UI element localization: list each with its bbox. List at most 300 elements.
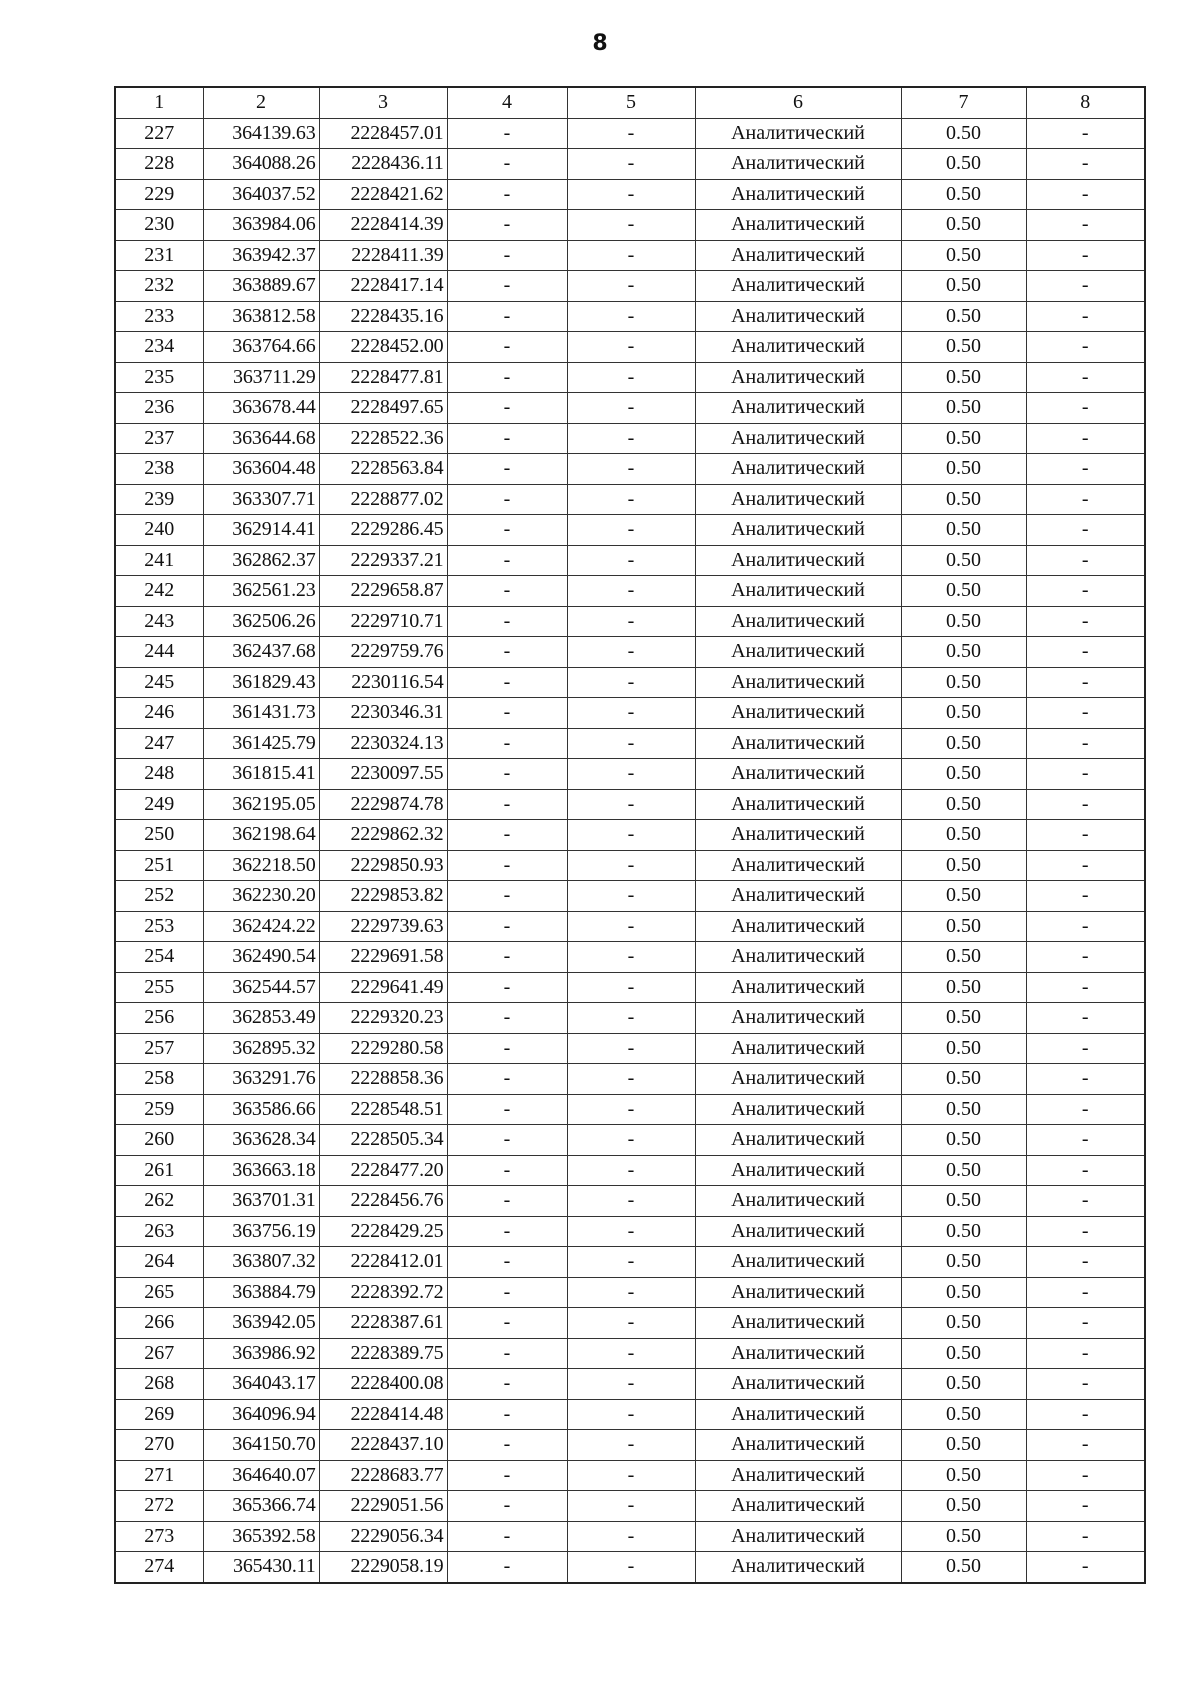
- table-row: [115, 1430, 1145, 1461]
- coordinate-y-cell: 2228457.01: [319, 118, 447, 149]
- coordinate-y-cell: 2228412.01: [319, 1247, 447, 1278]
- column-4-value-cell: -: [447, 179, 567, 210]
- coordinate-y-cell: 2228392.72: [319, 1277, 447, 1308]
- column-8-value-cell: -: [1026, 240, 1145, 271]
- column-5-value-cell: -: [567, 850, 695, 881]
- coordinate-x-cell: 363663.18: [203, 1155, 319, 1186]
- column-4-value-cell: -: [447, 1064, 567, 1095]
- column-8-value-cell: -: [1026, 637, 1145, 668]
- point-number-cell: 252: [115, 881, 203, 912]
- table-row: [115, 149, 1145, 180]
- header-row: [115, 87, 1145, 118]
- column-5-value-cell: -: [567, 423, 695, 454]
- coordinate-y-cell: 2228505.34: [319, 1125, 447, 1156]
- method-cell: Аналитический: [695, 118, 901, 149]
- column-8-value-cell: -: [1026, 1491, 1145, 1522]
- column-header: 5: [567, 87, 695, 118]
- column-8-value-cell: -: [1026, 576, 1145, 607]
- column-4-value-cell: -: [447, 881, 567, 912]
- coordinate-y-cell: 2229286.45: [319, 515, 447, 546]
- coordinate-x-cell: 362544.57: [203, 972, 319, 1003]
- column-5-value-cell: -: [567, 332, 695, 363]
- column-8-value-cell: -: [1026, 1186, 1145, 1217]
- accuracy-cell: 0.50: [901, 1460, 1026, 1491]
- column-8-value-cell: -: [1026, 1003, 1145, 1034]
- column-8-value-cell: -: [1026, 393, 1145, 424]
- column-4-value-cell: -: [447, 1155, 567, 1186]
- coordinate-x-cell: 362561.23: [203, 576, 319, 607]
- method-cell: Аналитический: [695, 820, 901, 851]
- table-row: [115, 179, 1145, 210]
- column-5-value-cell: -: [567, 1277, 695, 1308]
- column-8-value-cell: -: [1026, 1308, 1145, 1339]
- table-row: [115, 1521, 1145, 1552]
- column-5-value-cell: -: [567, 1094, 695, 1125]
- table-row: [115, 789, 1145, 820]
- accuracy-cell: 0.50: [901, 606, 1026, 637]
- point-number-cell: 258: [115, 1064, 203, 1095]
- method-cell: Аналитический: [695, 393, 901, 424]
- column-8-value-cell: -: [1026, 1399, 1145, 1430]
- coordinate-y-cell: 2229850.93: [319, 850, 447, 881]
- table-row: [115, 637, 1145, 668]
- coordinate-x-cell: 364150.70: [203, 1430, 319, 1461]
- point-number-cell: 235: [115, 362, 203, 393]
- table-row: [115, 1460, 1145, 1491]
- column-5-value-cell: -: [567, 728, 695, 759]
- table-row: [115, 423, 1145, 454]
- column-4-value-cell: -: [447, 271, 567, 302]
- method-cell: Аналитический: [695, 271, 901, 302]
- column-4-value-cell: -: [447, 1277, 567, 1308]
- column-8-value-cell: -: [1026, 1521, 1145, 1552]
- column-4-value-cell: -: [447, 393, 567, 424]
- coordinate-y-cell: 2228522.36: [319, 423, 447, 454]
- column-4-value-cell: -: [447, 1460, 567, 1491]
- column-5-value-cell: -: [567, 1064, 695, 1095]
- accuracy-cell: 0.50: [901, 301, 1026, 332]
- coordinate-x-cell: 363756.19: [203, 1216, 319, 1247]
- accuracy-cell: 0.50: [901, 454, 1026, 485]
- accuracy-cell: 0.50: [901, 1399, 1026, 1430]
- point-number-cell: 230: [115, 210, 203, 241]
- column-8-value-cell: -: [1026, 1155, 1145, 1186]
- column-header: 7: [901, 87, 1026, 118]
- coordinate-y-cell: 2229710.71: [319, 606, 447, 637]
- table-row: [115, 667, 1145, 698]
- column-header: 2: [203, 87, 319, 118]
- point-number-cell: 231: [115, 240, 203, 271]
- coordinate-y-cell: 2229051.56: [319, 1491, 447, 1522]
- method-cell: Аналитический: [695, 332, 901, 363]
- coordinate-y-cell: 2230346.31: [319, 698, 447, 729]
- column-4-value-cell: -: [447, 1003, 567, 1034]
- column-8-value-cell: -: [1026, 881, 1145, 912]
- accuracy-cell: 0.50: [901, 942, 1026, 973]
- coordinate-x-cell: 363764.66: [203, 332, 319, 363]
- table-row: [115, 1216, 1145, 1247]
- column-5-value-cell: -: [567, 179, 695, 210]
- point-number-cell: 244: [115, 637, 203, 668]
- column-header: 1: [115, 87, 203, 118]
- coordinate-x-cell: 362437.68: [203, 637, 319, 668]
- point-number-cell: 233: [115, 301, 203, 332]
- point-number-cell: 261: [115, 1155, 203, 1186]
- coordinate-x-cell: 363812.58: [203, 301, 319, 332]
- accuracy-cell: 0.50: [901, 515, 1026, 546]
- coordinate-x-cell: 363628.34: [203, 1125, 319, 1156]
- coordinate-x-cell: 362853.49: [203, 1003, 319, 1034]
- coordinate-x-cell: 363701.31: [203, 1186, 319, 1217]
- point-number-cell: 228: [115, 149, 203, 180]
- column-5-value-cell: -: [567, 606, 695, 637]
- point-number-cell: 262: [115, 1186, 203, 1217]
- method-cell: Аналитический: [695, 1369, 901, 1400]
- accuracy-cell: 0.50: [901, 698, 1026, 729]
- coordinate-x-cell: 362198.64: [203, 820, 319, 851]
- accuracy-cell: 0.50: [901, 1277, 1026, 1308]
- coordinate-y-cell: 2228411.39: [319, 240, 447, 271]
- coordinate-x-cell: 363889.67: [203, 271, 319, 302]
- coordinate-y-cell: 2230116.54: [319, 667, 447, 698]
- coordinate-x-cell: 363604.48: [203, 454, 319, 485]
- method-cell: Аналитический: [695, 1094, 901, 1125]
- table-row: [115, 454, 1145, 485]
- coordinate-y-cell: 2228477.20: [319, 1155, 447, 1186]
- point-number-cell: 257: [115, 1033, 203, 1064]
- method-cell: Аналитический: [695, 1399, 901, 1430]
- coordinate-x-cell: 362490.54: [203, 942, 319, 973]
- method-cell: Аналитический: [695, 606, 901, 637]
- accuracy-cell: 0.50: [901, 576, 1026, 607]
- table-row: [115, 911, 1145, 942]
- coordinate-x-cell: 364043.17: [203, 1369, 319, 1400]
- column-4-value-cell: -: [447, 1521, 567, 1552]
- column-5-value-cell: -: [567, 1155, 695, 1186]
- table-row: [115, 271, 1145, 302]
- column-4-value-cell: -: [447, 240, 567, 271]
- accuracy-cell: 0.50: [901, 911, 1026, 942]
- column-8-value-cell: -: [1026, 820, 1145, 851]
- method-cell: Аналитический: [695, 1277, 901, 1308]
- table-row: [115, 240, 1145, 271]
- method-cell: Аналитический: [695, 484, 901, 515]
- table-body: [115, 118, 1145, 1583]
- accuracy-cell: 0.50: [901, 1430, 1026, 1461]
- coordinate-x-cell: 362195.05: [203, 789, 319, 820]
- point-number-cell: 243: [115, 606, 203, 637]
- column-8-value-cell: -: [1026, 667, 1145, 698]
- point-number-cell: 234: [115, 332, 203, 363]
- coordinate-x-cell: 362230.20: [203, 881, 319, 912]
- column-8-value-cell: -: [1026, 179, 1145, 210]
- method-cell: Аналитический: [695, 1125, 901, 1156]
- coordinate-y-cell: 2228497.65: [319, 393, 447, 424]
- column-4-value-cell: -: [447, 606, 567, 637]
- coordinates-table: [114, 86, 1146, 1584]
- accuracy-cell: 0.50: [901, 637, 1026, 668]
- table-row: [115, 1064, 1145, 1095]
- method-cell: Аналитический: [695, 1064, 901, 1095]
- table-header: [115, 87, 1145, 118]
- point-number-cell: 256: [115, 1003, 203, 1034]
- column-5-value-cell: -: [567, 515, 695, 546]
- table-row: [115, 606, 1145, 637]
- point-number-cell: 250: [115, 820, 203, 851]
- accuracy-cell: 0.50: [901, 118, 1026, 149]
- table-row: [115, 332, 1145, 363]
- accuracy-cell: 0.50: [901, 149, 1026, 180]
- method-cell: Аналитический: [695, 881, 901, 912]
- table-row: [115, 1491, 1145, 1522]
- table-row: [115, 850, 1145, 881]
- coordinate-x-cell: 363586.66: [203, 1094, 319, 1125]
- point-number-cell: 268: [115, 1369, 203, 1400]
- page-number: 8: [592, 31, 608, 56]
- accuracy-cell: 0.50: [901, 1186, 1026, 1217]
- coordinate-y-cell: 2228477.81: [319, 362, 447, 393]
- column-4-value-cell: -: [447, 1338, 567, 1369]
- point-number-cell: 253: [115, 911, 203, 942]
- column-8-value-cell: -: [1026, 1125, 1145, 1156]
- column-8-value-cell: -: [1026, 942, 1145, 973]
- table-row: [115, 545, 1145, 576]
- coordinate-y-cell: 2230097.55: [319, 759, 447, 790]
- column-8-value-cell: -: [1026, 728, 1145, 759]
- point-number-cell: 255: [115, 972, 203, 1003]
- column-5-value-cell: -: [567, 1033, 695, 1064]
- method-cell: Аналитический: [695, 179, 901, 210]
- table-row: [115, 759, 1145, 790]
- coordinate-y-cell: 2229862.32: [319, 820, 447, 851]
- column-4-value-cell: -: [447, 149, 567, 180]
- point-number-cell: 232: [115, 271, 203, 302]
- method-cell: Аналитический: [695, 1338, 901, 1369]
- point-number-cell: 236: [115, 393, 203, 424]
- column-8-value-cell: -: [1026, 1369, 1145, 1400]
- coordinate-x-cell: 361815.41: [203, 759, 319, 790]
- column-4-value-cell: -: [447, 1430, 567, 1461]
- coordinate-x-cell: 363678.44: [203, 393, 319, 424]
- method-cell: Аналитический: [695, 454, 901, 485]
- method-cell: Аналитический: [695, 515, 901, 546]
- table-row: [115, 820, 1145, 851]
- column-4-value-cell: -: [447, 1308, 567, 1339]
- column-5-value-cell: -: [567, 820, 695, 851]
- coordinate-y-cell: 2230324.13: [319, 728, 447, 759]
- column-5-value-cell: -: [567, 667, 695, 698]
- column-5-value-cell: -: [567, 1247, 695, 1278]
- method-cell: Аналитический: [695, 240, 901, 271]
- column-8-value-cell: -: [1026, 850, 1145, 881]
- column-8-value-cell: -: [1026, 606, 1145, 637]
- accuracy-cell: 0.50: [901, 881, 1026, 912]
- column-5-value-cell: -: [567, 911, 695, 942]
- table-row: [115, 1155, 1145, 1186]
- column-8-value-cell: -: [1026, 911, 1145, 942]
- column-8-value-cell: -: [1026, 271, 1145, 302]
- method-cell: Аналитический: [695, 1521, 901, 1552]
- method-cell: Аналитический: [695, 789, 901, 820]
- accuracy-cell: 0.50: [901, 210, 1026, 241]
- coordinate-x-cell: 363986.92: [203, 1338, 319, 1369]
- coordinate-x-cell: 361829.43: [203, 667, 319, 698]
- column-4-value-cell: -: [447, 454, 567, 485]
- coordinate-y-cell: 2228414.48: [319, 1399, 447, 1430]
- table-row: [115, 1033, 1145, 1064]
- column-4-value-cell: -: [447, 1125, 567, 1156]
- column-8-value-cell: -: [1026, 118, 1145, 149]
- point-number-cell: 242: [115, 576, 203, 607]
- method-cell: Аналитический: [695, 850, 901, 881]
- column-4-value-cell: -: [447, 423, 567, 454]
- coordinate-y-cell: 2229058.19: [319, 1552, 447, 1583]
- coordinate-y-cell: 2228456.76: [319, 1186, 447, 1217]
- column-8-value-cell: -: [1026, 454, 1145, 485]
- column-5-value-cell: -: [567, 1308, 695, 1339]
- column-4-value-cell: -: [447, 728, 567, 759]
- accuracy-cell: 0.50: [901, 1125, 1026, 1156]
- column-5-value-cell: -: [567, 698, 695, 729]
- column-8-value-cell: -: [1026, 759, 1145, 790]
- accuracy-cell: 0.50: [901, 1369, 1026, 1400]
- column-5-value-cell: -: [567, 545, 695, 576]
- column-header: 8: [1026, 87, 1145, 118]
- column-4-value-cell: -: [447, 1369, 567, 1400]
- column-4-value-cell: -: [447, 301, 567, 332]
- point-number-cell: 265: [115, 1277, 203, 1308]
- point-number-cell: 251: [115, 850, 203, 881]
- coordinate-x-cell: 362424.22: [203, 911, 319, 942]
- coordinate-x-cell: 363291.76: [203, 1064, 319, 1095]
- point-number-cell: 246: [115, 698, 203, 729]
- column-8-value-cell: -: [1026, 301, 1145, 332]
- coordinate-x-cell: 362218.50: [203, 850, 319, 881]
- column-5-value-cell: -: [567, 301, 695, 332]
- column-8-value-cell: -: [1026, 972, 1145, 1003]
- coordinate-y-cell: 2228452.00: [319, 332, 447, 363]
- method-cell: Аналитический: [695, 1033, 901, 1064]
- point-number-cell: 270: [115, 1430, 203, 1461]
- accuracy-cell: 0.50: [901, 759, 1026, 790]
- accuracy-cell: 0.50: [901, 1552, 1026, 1583]
- point-number-cell: 267: [115, 1338, 203, 1369]
- accuracy-cell: 0.50: [901, 667, 1026, 698]
- column-5-value-cell: -: [567, 1186, 695, 1217]
- column-8-value-cell: -: [1026, 1338, 1145, 1369]
- coordinate-y-cell: 2229874.78: [319, 789, 447, 820]
- point-number-cell: 260: [115, 1125, 203, 1156]
- column-4-value-cell: -: [447, 972, 567, 1003]
- table-row: [115, 698, 1145, 729]
- accuracy-cell: 0.50: [901, 1216, 1026, 1247]
- column-8-value-cell: -: [1026, 423, 1145, 454]
- accuracy-cell: 0.50: [901, 1064, 1026, 1095]
- point-number-cell: 263: [115, 1216, 203, 1247]
- coordinate-x-cell: 364139.63: [203, 118, 319, 149]
- coordinate-y-cell: 2228436.11: [319, 149, 447, 180]
- accuracy-cell: 0.50: [901, 1491, 1026, 1522]
- column-4-value-cell: -: [447, 789, 567, 820]
- column-5-value-cell: -: [567, 1460, 695, 1491]
- column-4-value-cell: -: [447, 667, 567, 698]
- table-row: [115, 393, 1145, 424]
- coordinate-y-cell: 2228421.62: [319, 179, 447, 210]
- accuracy-cell: 0.50: [901, 1033, 1026, 1064]
- column-4-value-cell: -: [447, 362, 567, 393]
- coordinate-y-cell: 2228389.75: [319, 1338, 447, 1369]
- method-cell: Аналитический: [695, 362, 901, 393]
- method-cell: Аналитический: [695, 698, 901, 729]
- method-cell: Аналитический: [695, 1216, 901, 1247]
- coordinate-x-cell: 361431.73: [203, 698, 319, 729]
- coordinate-x-cell: 363807.32: [203, 1247, 319, 1278]
- column-4-value-cell: -: [447, 911, 567, 942]
- table-row: [115, 484, 1145, 515]
- point-number-cell: 254: [115, 942, 203, 973]
- accuracy-cell: 0.50: [901, 423, 1026, 454]
- column-5-value-cell: -: [567, 240, 695, 271]
- accuracy-cell: 0.50: [901, 393, 1026, 424]
- accuracy-cell: 0.50: [901, 789, 1026, 820]
- method-cell: Аналитический: [695, 637, 901, 668]
- column-5-value-cell: -: [567, 1338, 695, 1369]
- coordinate-x-cell: 362506.26: [203, 606, 319, 637]
- column-4-value-cell: -: [447, 698, 567, 729]
- column-4-value-cell: -: [447, 1491, 567, 1522]
- table-row: [115, 942, 1145, 973]
- column-5-value-cell: -: [567, 271, 695, 302]
- column-5-value-cell: -: [567, 362, 695, 393]
- column-4-value-cell: -: [447, 515, 567, 546]
- coordinate-x-cell: 365366.74: [203, 1491, 319, 1522]
- coordinate-x-cell: 363942.05: [203, 1308, 319, 1339]
- table-row: [115, 515, 1145, 546]
- coordinate-y-cell: 2229337.21: [319, 545, 447, 576]
- table-row: [115, 1186, 1145, 1217]
- column-header: 4: [447, 87, 567, 118]
- column-5-value-cell: -: [567, 1491, 695, 1522]
- coordinate-y-cell: 2229320.23: [319, 1003, 447, 1034]
- coordinate-y-cell: 2229056.34: [319, 1521, 447, 1552]
- column-8-value-cell: -: [1026, 1430, 1145, 1461]
- column-8-value-cell: -: [1026, 1247, 1145, 1278]
- column-5-value-cell: -: [567, 637, 695, 668]
- coordinate-x-cell: 363942.37: [203, 240, 319, 271]
- coordinate-y-cell: 2229641.49: [319, 972, 447, 1003]
- column-8-value-cell: -: [1026, 332, 1145, 363]
- point-number-cell: 248: [115, 759, 203, 790]
- point-number-cell: 229: [115, 179, 203, 210]
- column-8-value-cell: -: [1026, 1277, 1145, 1308]
- coordinate-y-cell: 2229280.58: [319, 1033, 447, 1064]
- column-8-value-cell: -: [1026, 1460, 1145, 1491]
- column-5-value-cell: -: [567, 1125, 695, 1156]
- accuracy-cell: 0.50: [901, 820, 1026, 851]
- coordinate-x-cell: 363644.68: [203, 423, 319, 454]
- point-number-cell: 249: [115, 789, 203, 820]
- method-cell: Аналитический: [695, 1552, 901, 1583]
- coordinate-y-cell: 2228683.77: [319, 1460, 447, 1491]
- method-cell: Аналитический: [695, 423, 901, 454]
- table-row: [115, 576, 1145, 607]
- method-cell: Аналитический: [695, 149, 901, 180]
- method-cell: Аналитический: [695, 301, 901, 332]
- coordinate-y-cell: 2228417.14: [319, 271, 447, 302]
- accuracy-cell: 0.50: [901, 332, 1026, 363]
- column-5-value-cell: -: [567, 759, 695, 790]
- coordinate-x-cell: 364640.07: [203, 1460, 319, 1491]
